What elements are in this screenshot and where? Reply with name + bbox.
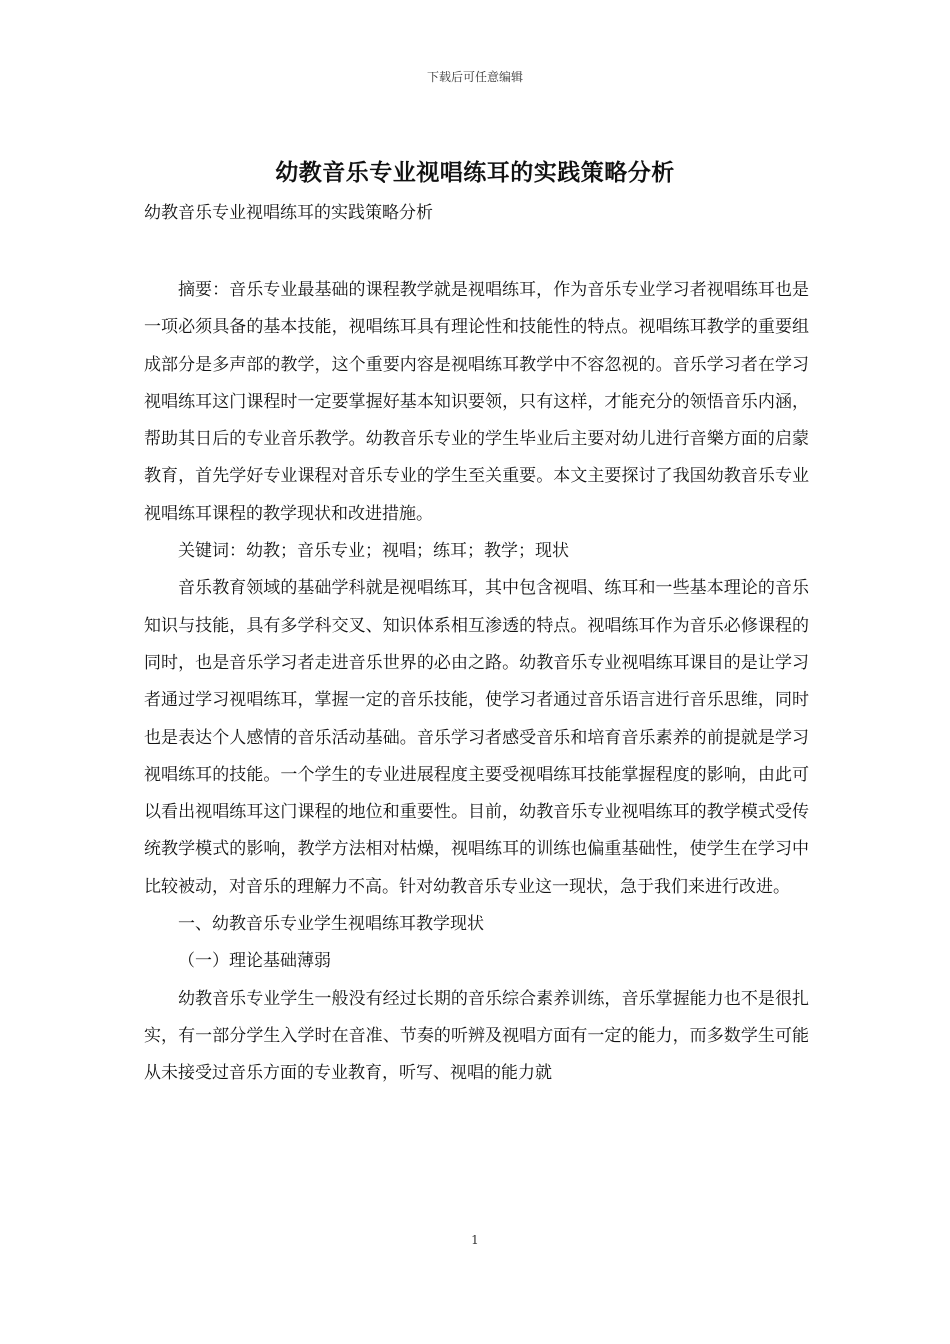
body-paragraph: 幼教音乐专业学生一般没有经过长期的音乐综合素养训练，音乐掌握能力也不是很扎实，有一部分学生入学时在音准、节奏的听辨及视唱方面有一定的能力，而多数学生可能从未接受过音乐方面的专业教育，听写、视唱的能力就 — [144, 988, 809, 1084]
document-title: 幼教音乐专业视唱练耳的实践策略分析 — [275, 159, 675, 186]
section-heading: 一、幼教音乐专业学生视唱练耳教学现状 — [178, 914, 484, 935]
document-subtitle: 幼教音乐专业视唱练耳的实践策略分析 — [144, 203, 433, 223]
page-number: 1 — [471, 1233, 479, 1247]
abstract-paragraph: 摘要：音乐专业最基础的课程教学就是视唱练耳，作为音乐专业学习者视唱练耳也是一项必须具备的基本技能，视唱练耳具有理论性和技能性的特点。视唱练耳教学的重要组成部分是多声部的教学，这个重要内容是视唱练耳教学中不容忽视的。音乐学习者在学习视唱练耳这门课程时一定要掌握好基本知识要领，只有这样，才能充分的领悟音乐内涵，帮助其日后的专业音乐教学。幼教音乐专业的学生毕业后主要对幼儿进行音樂方面的启蒙教育，首先学好专业课程对音乐专业的学生至关重要。本文主要探讨了我国幼教音乐专业视唱练耳课程的教学现状和改进措施。 — [144, 280, 809, 524]
keywords-paragraph: 关键词：幼教；音乐专业；视唱；练耳；教学；现状 — [178, 541, 569, 562]
subsection-heading: （一）理论基础薄弱 — [178, 951, 331, 972]
page-header: 下载后可任意编辑 — [426, 70, 523, 84]
document-body — [144, 272, 809, 1093]
intro-paragraph: 音乐教育领域的基础学科就是视唱练耳，其中包含视唱、练耳和一些基本理论的音乐知识与技能，具有多学科交叉、知识体系相互渗透的特点。视唱练耳作为音乐必修课程的同时，也是音乐学习者走进音乐世界的必由之路。幼教音乐专业视唱练耳课目的是让学习者通过学习视唱练耳，掌握一定的音乐技能，使学习者通过音乐语言进行音乐思维，同时也是表达个人感情的音乐活动基础。音乐学习者感受音乐和培育音乐素养的前提就是学习视唱练耳的技能。一个学生的专业进展程度主要受视唱练耳技能掌握程度的影响，由此可以看出视唱练耳这门课程的地位和重要性。目前，幼教音乐专业视唱练耳的教学模式受传统教学模式的影响，教学方法相对枯燥，视唱练耳的训练也偏重基础性，使学生在学习中比较被动，对音乐的理解力不高。针对幼教音乐专业这一现状，急于我们来进行改进。 — [144, 578, 809, 897]
